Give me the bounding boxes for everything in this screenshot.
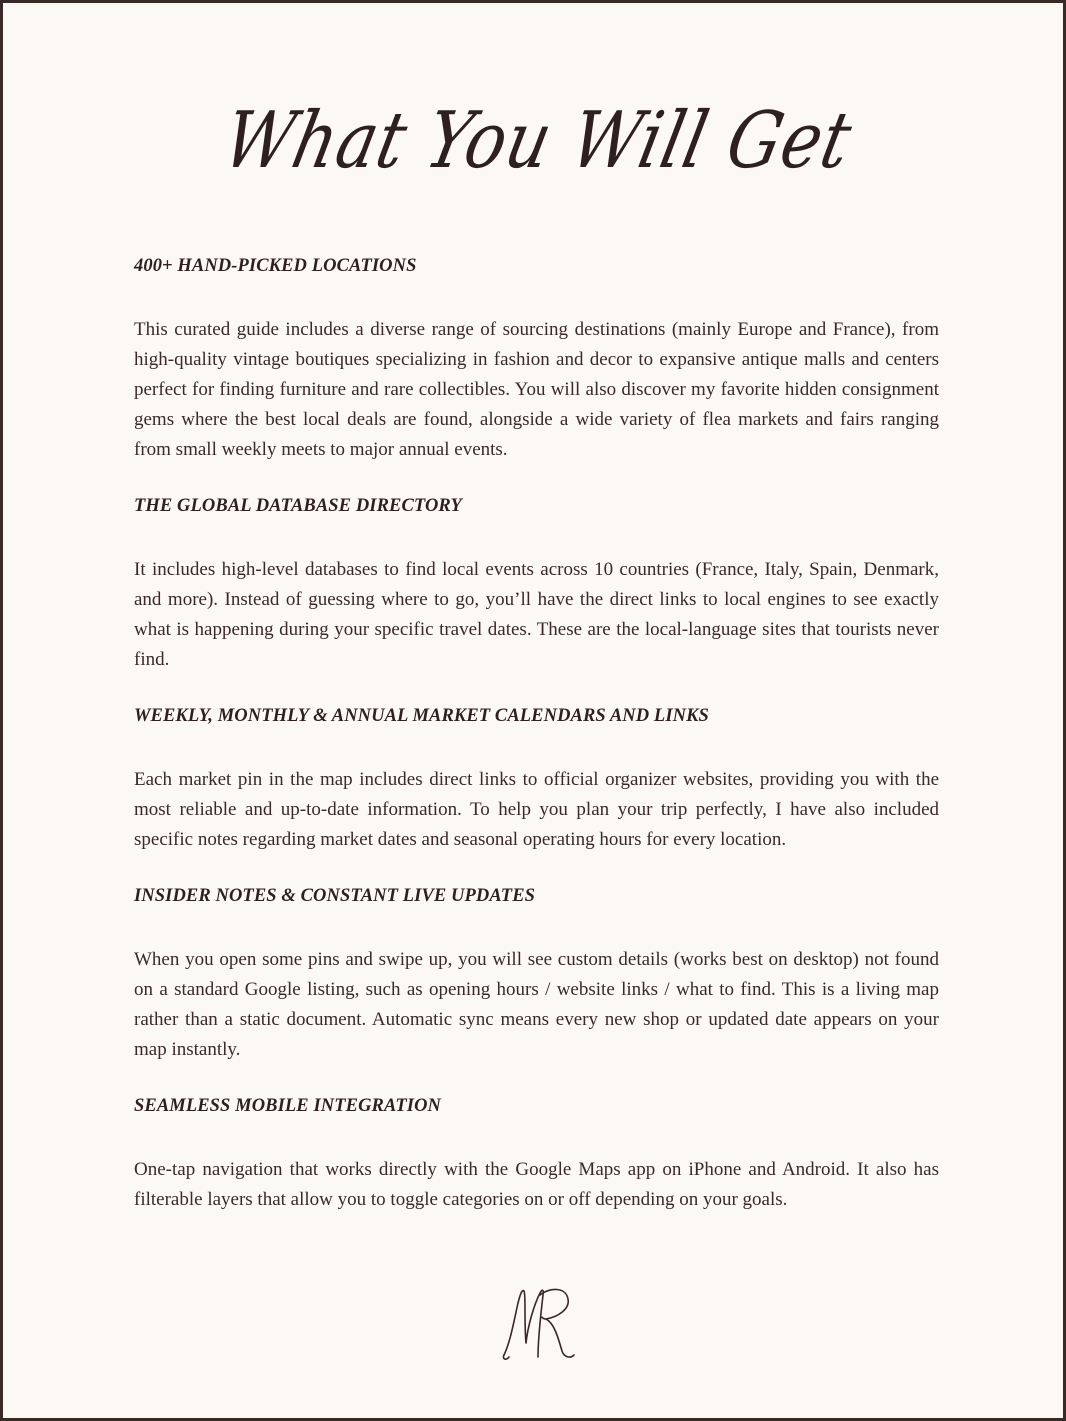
title-area <box>3 83 1066 213</box>
section-database <box>134 495 939 675</box>
section-insider-notes <box>134 885 939 1065</box>
section-heading: 400+ HAND-PICKED LOCATIONS <box>134 256 417 276</box>
page-title: What You Will Get <box>215 94 860 186</box>
section-heading: SEAMLESS MOBILE INTEGRATION <box>134 1096 442 1116</box>
section-heading: THE GLOBAL DATABASE DIRECTORY <box>134 496 462 516</box>
section-body: Each market pin in the map includes direct links to official organizer websites, providing you with the most reliable and up-to-date information. To help you plan your trip perfectly, I have also included specific notes regarding market dates and seasonal operating hours for every location. <box>134 769 939 850</box>
section-calendars <box>134 705 939 855</box>
section-body: One-tap navigation that works directly with the Google Maps app on iPhone and Android. It also has filterable layers that allow you to toggle categories on or off depending on your goals. <box>134 1159 939 1210</box>
section-heading: WEEKLY, MONTHLY & ANNUAL MARKET CALENDARS AND LINKS <box>134 706 709 726</box>
section-body: It includes high-level databases to find local events across 10 countries (France, Italy, Spain, Denmark, and more). Instead of guessing where to go, you’ll have the direct links to local engines to see exactly what is happening during your specific travel dates. These are the local-language sites that tourists never find. <box>134 559 939 670</box>
monogram-logo <box>500 1281 578 1365</box>
section-locations <box>134 255 939 465</box>
section-heading: INSIDER NOTES & CONSTANT LIVE UPDATES <box>134 886 536 906</box>
section-body: When you open some pins and swipe up, you will see custom details (works best on desktop) not found on a standard Google listing, such as opening hours / website links / what to find. This is a living map rather than a static document. Automatic sync means every new shop or updated date appears on your map instantly. <box>134 949 939 1060</box>
section-body: This curated guide includes a diverse range of sourcing destinations (mainly Europe and France), from high-quality vintage boutiques specializing in fashion and decor to expansive antique malls and centers perfect for finding furniture and rare collectibles. You will also discover my favorite hidden consignment gems where the best local deals are found, alongside a wide variety of flea markets and fairs ranging from small weekly meets to major annual events. <box>134 319 939 460</box>
section-mobile <box>134 1095 939 1215</box>
content <box>134 255 939 1245</box>
